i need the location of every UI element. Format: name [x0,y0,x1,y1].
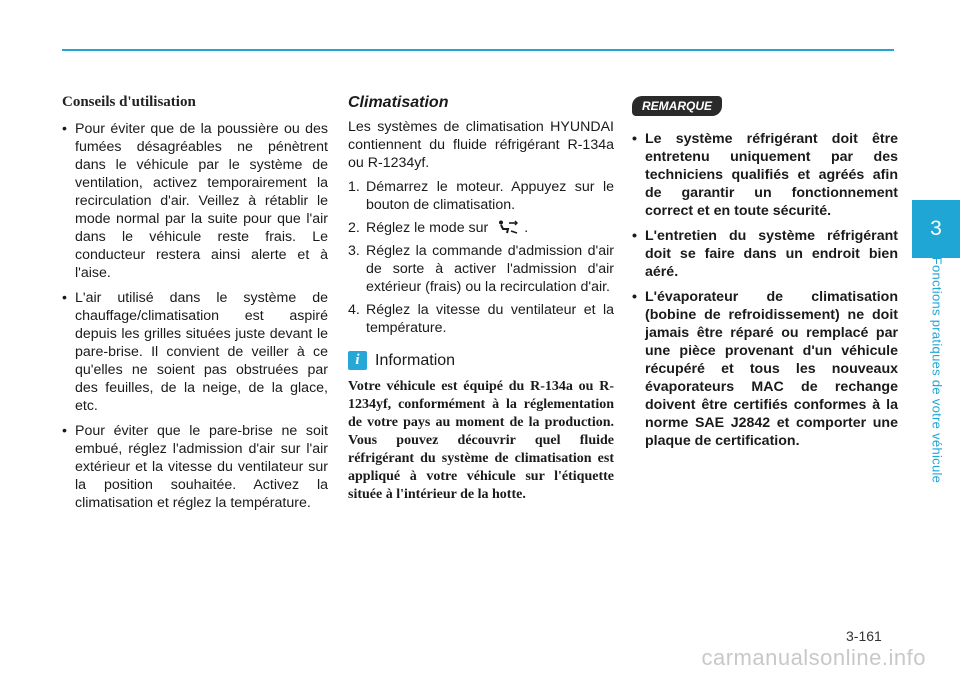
column-air-conditioning [348,92,614,504]
top-rule [62,49,894,51]
step-number: 3. [348,243,360,259]
column-remark [632,92,898,457]
remark-header [632,96,898,116]
list-item: • L'évaporateur de climatisation (bobine de refroidissement) ne doit jamais être réparé ou remplacé par une pièce provenant d'un véhicule récupéré et tous les nouveaux évaporateurs MAC de rechange doivent être certifiés conformes à la norme SAE J2842 et comporter une plaque de certification. [632,288,898,450]
section-heading-usage-tips: Conseils d'utilisation [62,94,196,110]
info-icon: i [348,351,367,370]
chapter-tab: 3 [912,200,960,258]
step-number: 1. [348,179,360,195]
list-item [348,242,614,296]
list-item [348,178,614,214]
ac-intro-paragraph: Les systèmes de climatisation HYUNDAI contiennent du fluide réfrigérant R-134a ou R-1234yf. [348,119,614,171]
information-title: Information [375,351,456,369]
list-item: • Le système réfrigérant doit être entretenu uniquement par des techniciens qualifiés et agréés afin de garantir un fonctionnement correct et en toute sécurité. [632,130,898,220]
remark-badge: REMARQUE [632,96,722,116]
list-item: • L'entretien du système réfrigérant doit se faire dans un endroit bien aéré. [632,227,898,281]
list-item: • L'air utilisé dans le système de chauffage/climatisation est aspiré depuis les grilles situées juste devant le pare-brise. Il convient de veiller à ce qu'elles ne soient pas obstruées par des feuilles, de la neige, de la glace, etc. [62,289,328,415]
step-text: Réglez la vitesse du ventilateur et la température. [366,302,614,336]
list-item [348,301,614,337]
list-item: • Pour éviter que le pare-brise ne soit embué, réglez l'admission d'air sur l'air extérieur et la vitesse du ventilateur sur la position souhaitée. Activez la climatisation et réglez la température. [62,422,328,512]
step-text: Réglez la commande d'admission d'air de sorte à activer l'admission d'air extérieur (frais) ou la recirculation d'air. [366,243,614,295]
section-heading-air-conditioning: Climatisation [348,94,449,111]
step-number: 4. [348,302,360,318]
ac-steps-list [348,178,614,337]
step-number: 2. [348,220,360,236]
watermark: carmanualsonline.info [701,645,926,670]
page-number: 3-161 [846,628,882,644]
step-text: Démarrez le moteur. Appuyez sur le bouton de climatisation. [366,179,614,213]
step-text: Réglez le mode sur [366,220,489,236]
list-item [348,219,614,237]
usage-tips-list [62,120,328,512]
chapter-title-vertical: Fonctions pratiques de votre véhicule [929,256,945,484]
information-header [348,351,614,370]
column-usage-tips [62,92,328,519]
remark-list [632,130,898,450]
list-item: • Pour éviter que de la poussière ou des fumées désagréables ne pénètrent dans le véhicule par le système de ventilation, activez temporairement la recirculation d'air. Veillez à rétablir le mode normal par la suite pour que l'air dans le véhicule reste frais. Le conducteur restera ainsi alerte et à l'aise. [62,120,328,282]
face-floor-vent-icon [496,220,518,234]
step-text-end: . [524,220,529,236]
information-text: Votre véhicule est équipé du R-134a ou R-1234yf, conformément à la réglementation de votre pays au moment de la production. Vous pouvez découvrir quel fluide réfrigérant du système de climatisation est appliqué à votre véhicule sur l'étiquette située à l'intérieur de la hotte. [348,379,614,502]
